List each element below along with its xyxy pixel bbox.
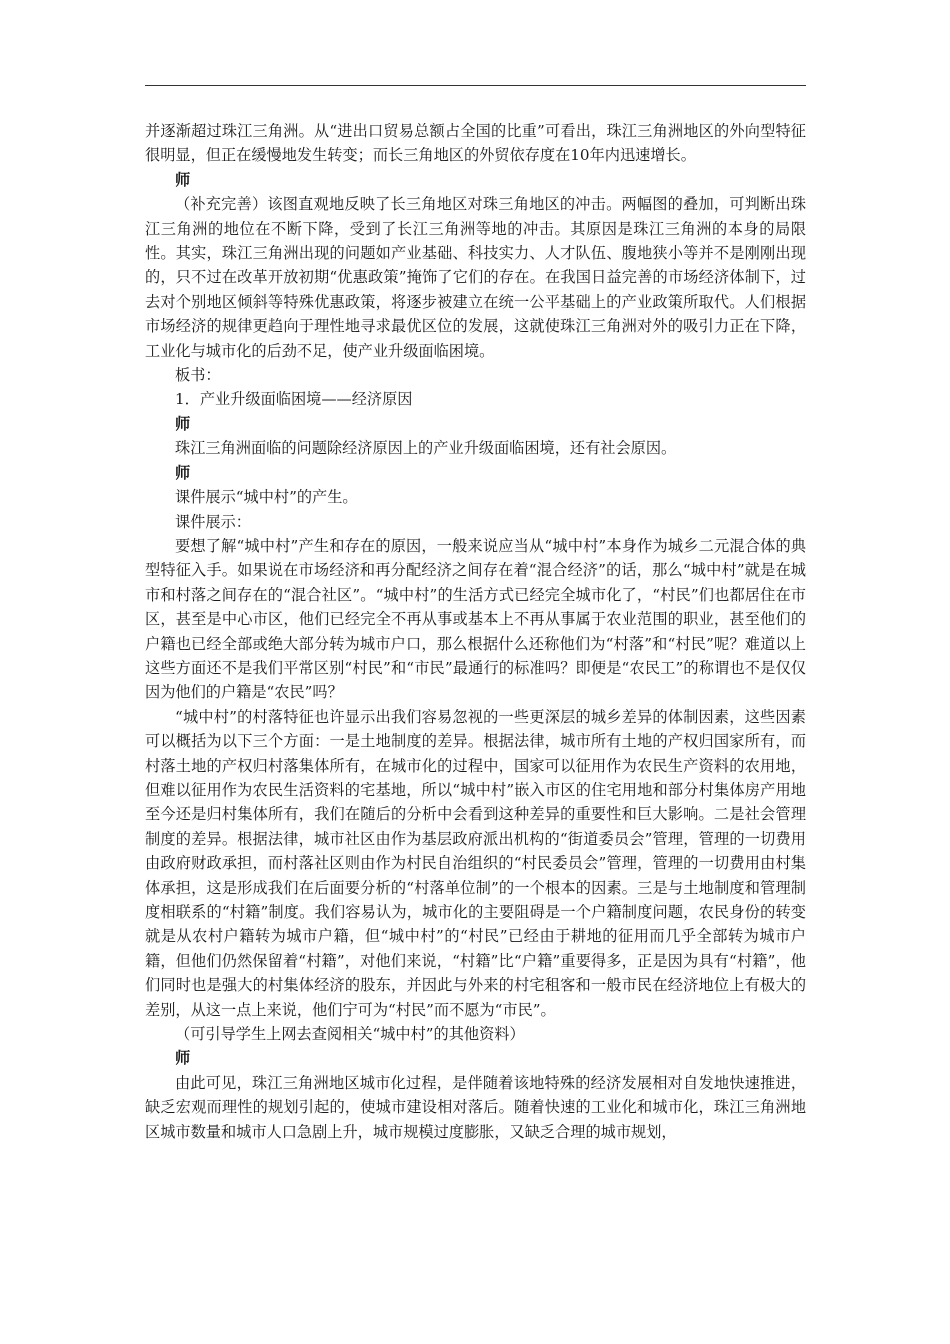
- speaker-label: 师: [175, 463, 191, 482]
- paragraph: 课件展示“城中村”的产生。: [175, 488, 358, 507]
- blackboard-item: 1．产业升级面临困境——经济原因: [175, 390, 413, 409]
- paragraph: “城中村”的村落特征也许显示出我们容易忽视的一些更深层的城乡差异的体制因素，这些因素可以概括为以下三个方面：一是土地制度的差异。根据法律，城市所有土地的产权归国家所有，而村落土地的产权归村落集体所有，在城市化的过程中，国家可以征用作为农民生产资料的农用地，但难以征用作为农民生活资料的宅基地，所以“城中村”嵌入市区的住宅用地和部分村集体房产用地至今还是归村集体所有，我们在随后的分析中会看到这种差异的重要性和巨大影响。二是社会管理制度的差异。根据法律，城市社区由作为基层政府派出机构的“街道委员会”管理，管理的一切费用由政府财政承担，而村落社区则由作为村民自治组织的“村民委员会”管理，管理的一切费用由村集体承担，这是形成我们在后面要分析的“村落单位制”的一个根本的因素。三是与土地制度和管理制度相联系的“村籍”制度。我们容易认为，城市化的主要阻碍是一个户籍制度问题，农民身份的转变就是从农村户籍转为城市户籍，但“城中村”的“村民”已经由于耕地的征用而几乎全部转为城市户籍，但他们仍然保留着“村籍”，对他们来说，“村籍”比“户籍”重要得多，正是因为具有“村籍”，他们同时也是强大的村集体经济的股东，并因此与外来的村宅租客和一般市民在经济地位上有极大的差别，从这一点上来说，他们宁可为“村民”而不愿为“市民”。: [145, 707, 806, 1019]
- paragraph: （补充完善）该图直观地反映了长三角地区对珠三角地区的冲击。两幅图的叠加，可判断出珠江三角洲的地位在不断下降，受到了长江三角洲等地的冲击。其原因是珠江三角洲的本身的局限性。其实，珠江三角洲出现的问题如产业基础、科技实力、人才队伍、腹地狭小等并不是刚刚出现的，只不过在改革开放初期“优惠政策”掩饰了它们的存在。在我国日益完善的市场经济体制下，过去对个别地区倾斜等特殊优惠政策，将逐步被建立在统一公平基础上的产业政策所取代。人们根据市场经济的规律更趋向于理性地寻求最优区位的发展，这就使珠江三角洲对外的吸引力正在下降，工业化与城市化的后劲不足，使产业升级面临困境。: [145, 195, 806, 360]
- paragraph: 由此可见，珠江三角洲地区城市化过程，是伴随着该地特殊的经济发展相对自发地快速推进，缺乏宏观而理性的规划引起的，使城市建设相对落后。随着快速的工业化和城市化，珠江三角洲地区城市数量和城市人口急剧上升，城市规模过度膨胀，又缺乏合理的城市规划，: [145, 1073, 806, 1141]
- header-rule: [145, 85, 806, 86]
- speaker-label: 师: [175, 170, 191, 189]
- document-body: [145, 119, 806, 1144]
- paragraph: 要想了解“城中村”产生和存在的原因，一般来说应当从“城中村”本身作为城乡二元混合体的典型特征入手。如果说在市场经济和再分配经济之间存在着“混合经济”的话，那么“城中村”就是在城市和村落之间存在的“混合社区”。“城中村”的生活方式已经完全城市化了，“村民”们也都居住在市区，甚至是中心市区，他们已经完全不再从事或基本上不再从事属于农业范围的职业，甚至他们的户籍也已经全部或绝大部分转为城市户口，那么根据什么还称他们为“村落”和“村民”呢？难道以上这些方面还不是我们平常区别“村民”和“市民”最通行的标准吗？即便是“农民工”的称谓也不是仅仅因为他们的户籍是“农民”吗？: [145, 536, 806, 702]
- paragraph: （可引导学生上网去查阅相关“城中村”的其他资料）: [175, 1025, 525, 1044]
- paragraph: 课件展示：: [175, 512, 251, 531]
- paragraph: 珠江三角洲面临的问题除经济原因上的产业升级面临困境，还有社会原因。: [175, 439, 677, 458]
- blackboard-label: 板书：: [175, 366, 221, 385]
- speaker-label: 师: [175, 414, 191, 433]
- paragraph: 并逐渐超过珠江三角洲。从“进出口贸易总额占全国的比重”可看出，珠江三角洲地区的外向型特征很明显，但正在缓慢地发生转变；而长三角地区的外贸依存度在10年内迅速增长。: [145, 122, 806, 165]
- speaker-label: 师: [175, 1049, 191, 1068]
